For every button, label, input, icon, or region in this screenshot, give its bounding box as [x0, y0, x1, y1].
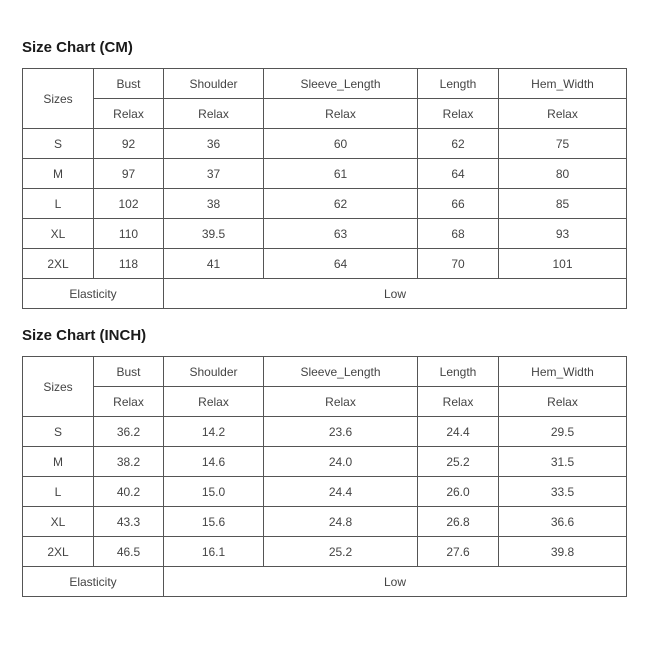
column-header-hem-width: Hem_Width: [499, 357, 627, 387]
column-header-length: Length: [418, 357, 499, 387]
sizes-header: Sizes: [23, 69, 94, 129]
value-cell: 39.5: [164, 219, 264, 249]
column-header-shoulder: Shoulder: [164, 69, 264, 99]
value-cell: 43.3: [94, 507, 164, 537]
value-cell: 62: [264, 189, 418, 219]
value-cell: 101: [499, 249, 627, 279]
fit-label: Relax: [164, 99, 264, 129]
value-cell: 14.6: [164, 447, 264, 477]
column-header-sleeve-length: Sleeve_Length: [264, 69, 418, 99]
value-cell: 60: [264, 129, 418, 159]
value-cell: 33.5: [499, 477, 627, 507]
value-cell: 15.6: [164, 507, 264, 537]
size-cell: XL: [23, 507, 94, 537]
table-row: [23, 507, 627, 537]
value-cell: 15.0: [164, 477, 264, 507]
subheader-row: [23, 387, 627, 417]
value-cell: 38: [164, 189, 264, 219]
value-cell: 31.5: [499, 447, 627, 477]
size-cell: M: [23, 159, 94, 189]
value-cell: 70: [418, 249, 499, 279]
value-cell: 46.5: [94, 537, 164, 567]
value-cell: 24.0: [264, 447, 418, 477]
size-cell: 2XL: [23, 249, 94, 279]
fit-label: Relax: [499, 99, 627, 129]
value-cell: 61: [264, 159, 418, 189]
value-cell: 39.8: [499, 537, 627, 567]
value-cell: 93: [499, 219, 627, 249]
column-header-bust: Bust: [94, 69, 164, 99]
fit-label: Relax: [418, 387, 499, 417]
value-cell: 41: [164, 249, 264, 279]
elasticity-value: Low: [164, 279, 627, 309]
value-cell: 25.2: [418, 447, 499, 477]
elasticity-value: Low: [164, 567, 627, 597]
table-row: [23, 159, 627, 189]
fit-label: Relax: [94, 387, 164, 417]
value-cell: 24.4: [264, 477, 418, 507]
value-cell: 64: [264, 249, 418, 279]
column-header-sleeve-length: Sleeve_Length: [264, 357, 418, 387]
header-row: [23, 357, 627, 387]
size-cell: XL: [23, 219, 94, 249]
value-cell: 24.8: [264, 507, 418, 537]
size-chart-inch-title: Size Chart (INCH): [22, 327, 147, 344]
value-cell: 36.6: [499, 507, 627, 537]
value-cell: 75: [499, 129, 627, 159]
table-row: [23, 417, 627, 447]
value-cell: 62: [418, 129, 499, 159]
value-cell: 102: [94, 189, 164, 219]
elasticity-label: Elasticity: [23, 279, 164, 309]
elasticity-label: Elasticity: [23, 567, 164, 597]
size-cell: 2XL: [23, 537, 94, 567]
value-cell: 64: [418, 159, 499, 189]
value-cell: 26.8: [418, 507, 499, 537]
value-cell: 36.2: [94, 417, 164, 447]
value-cell: 63: [264, 219, 418, 249]
value-cell: 36: [164, 129, 264, 159]
column-header-bust: Bust: [94, 357, 164, 387]
value-cell: 110: [94, 219, 164, 249]
value-cell: 118: [94, 249, 164, 279]
fit-label: Relax: [418, 99, 499, 129]
value-cell: 14.2: [164, 417, 264, 447]
fit-label: Relax: [264, 387, 418, 417]
value-cell: 85: [499, 189, 627, 219]
value-cell: 68: [418, 219, 499, 249]
column-header-length: Length: [418, 69, 499, 99]
value-cell: 37: [164, 159, 264, 189]
value-cell: 26.0: [418, 477, 499, 507]
fit-label: Relax: [94, 99, 164, 129]
size-chart-cm-title: Size Chart (CM): [22, 39, 133, 56]
value-cell: 66: [418, 189, 499, 219]
table-row: [23, 249, 627, 279]
header-row: [23, 69, 627, 99]
value-cell: 16.1: [164, 537, 264, 567]
elasticity-row: [23, 567, 627, 597]
size-cell: S: [23, 417, 94, 447]
sizes-header: Sizes: [23, 357, 94, 417]
value-cell: 27.6: [418, 537, 499, 567]
table-row: [23, 129, 627, 159]
size-chart-inch-table: [22, 356, 627, 597]
size-cell: M: [23, 447, 94, 477]
fit-label: Relax: [264, 99, 418, 129]
value-cell: 38.2: [94, 447, 164, 477]
value-cell: 25.2: [264, 537, 418, 567]
size-cell: L: [23, 189, 94, 219]
table-row: [23, 219, 627, 249]
fit-label: Relax: [499, 387, 627, 417]
elasticity-row: [23, 279, 627, 309]
value-cell: 24.4: [418, 417, 499, 447]
table-row: [23, 477, 627, 507]
size-cell: L: [23, 477, 94, 507]
fit-label: Relax: [164, 387, 264, 417]
value-cell: 23.6: [264, 417, 418, 447]
column-header-hem-width: Hem_Width: [499, 69, 627, 99]
value-cell: 80: [499, 159, 627, 189]
size-cell: S: [23, 129, 94, 159]
value-cell: 29.5: [499, 417, 627, 447]
table-row: [23, 537, 627, 567]
size-chart-cm-table: [22, 68, 627, 309]
subheader-row: [23, 99, 627, 129]
value-cell: 97: [94, 159, 164, 189]
table-row: [23, 447, 627, 477]
table-row: [23, 189, 627, 219]
column-header-shoulder: Shoulder: [164, 357, 264, 387]
value-cell: 92: [94, 129, 164, 159]
value-cell: 40.2: [94, 477, 164, 507]
